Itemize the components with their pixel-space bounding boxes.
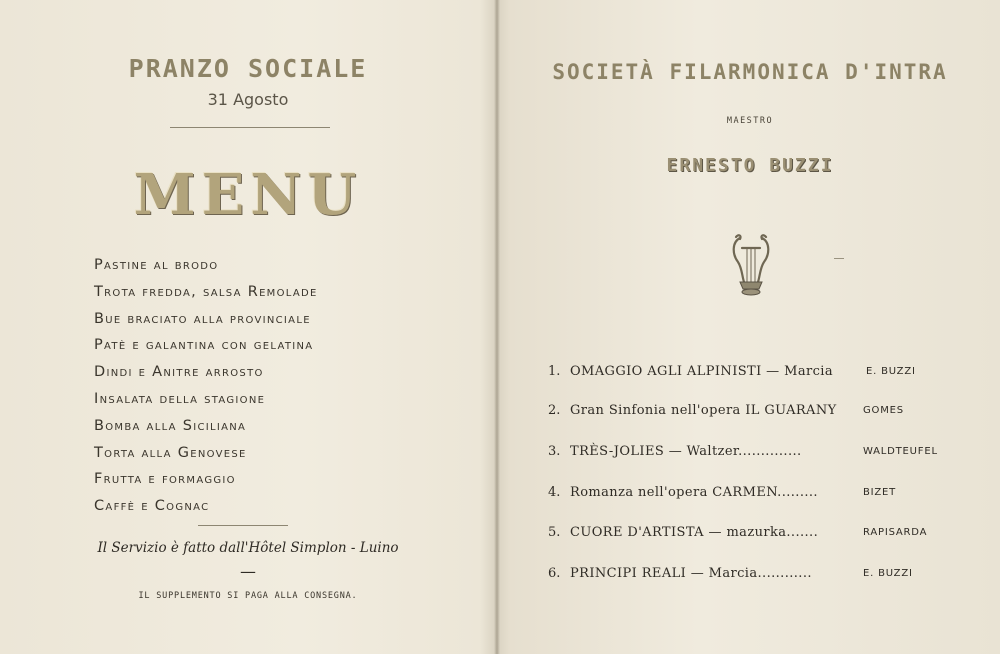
heading: PRANZO SOCIALE (128, 54, 368, 83)
event-date: 31 Agosto (207, 90, 289, 109)
program-list (500, 0, 1000, 654)
program-composer: E. BUZZI (866, 366, 916, 377)
maestro-name: ERNESTO BUZZI (666, 155, 834, 176)
program-composer: WALDTEUFEL (863, 446, 938, 457)
course-item: Insalata della stagione (94, 390, 266, 407)
course-list (94, 252, 318, 520)
dash-separator: — (240, 562, 256, 581)
program-item (500, 399, 1000, 423)
program-item (500, 360, 1000, 384)
divider (198, 525, 288, 526)
program-composer: GOMES (863, 405, 904, 416)
program-composer: BIZET (863, 487, 897, 498)
course-item: Bue braciato alla provinciale (94, 310, 311, 327)
program-composer: E. BUZZI (863, 568, 913, 579)
service-note: Il Servizio è fatto dall'Hôtel Simplon - Luino (97, 540, 399, 556)
supplement-note: IL SUPPLEMENTO SI PAGA ALLA CONSEGNA. (138, 591, 358, 601)
program-number: 6. (548, 566, 561, 581)
program-number: 4. (548, 485, 561, 500)
program-composer: RAPISARDA (863, 527, 928, 538)
left-page (0, 0, 496, 654)
program-item (500, 440, 1000, 464)
program-item (500, 521, 1000, 545)
program-item (500, 562, 1000, 586)
program-title: Gran Sinfonia nell'opera IL GUARANY (570, 403, 837, 418)
program-number: 5. (548, 525, 561, 540)
program-title: OMAGGIO AGLI ALPINISTI — Marcia (570, 364, 833, 379)
maestro-label: MAESTRO (726, 116, 774, 126)
course-item: Trota fredda, salsa Remolade (94, 283, 318, 300)
program-number: 3. (548, 444, 561, 459)
menu-title: MENU (133, 162, 363, 228)
program-number: 2. (548, 403, 561, 418)
program-title: CUORE D'ARTISTA — mazurka....... (570, 525, 819, 540)
course-item: Frutta e formaggio (94, 471, 236, 488)
right-page (500, 0, 1000, 654)
course-item: Bomba alla Siciliana (94, 417, 247, 434)
program-number: 1. (548, 364, 561, 379)
course-item: Dindi e Anitre arrosto (94, 364, 264, 381)
course-item: Pastine al brodo (94, 257, 219, 273)
program-title: TRÈS-JOLIES — Waltzer.............. (570, 444, 802, 459)
course-item: Torta alla Genovese (94, 444, 247, 461)
course-item: Patè e galantina con gelatina (94, 337, 314, 354)
program-title: PRINCIPI REALI — Marcia............ (570, 566, 812, 581)
society-title: SOCIETÀ FILARMONICA D'INTRA (552, 60, 948, 84)
divider (170, 127, 330, 128)
course-item: Caffè e Cognac (94, 498, 210, 515)
program-title: Romanza nell'opera CARMEN......... (570, 485, 818, 500)
program-item (500, 481, 1000, 505)
